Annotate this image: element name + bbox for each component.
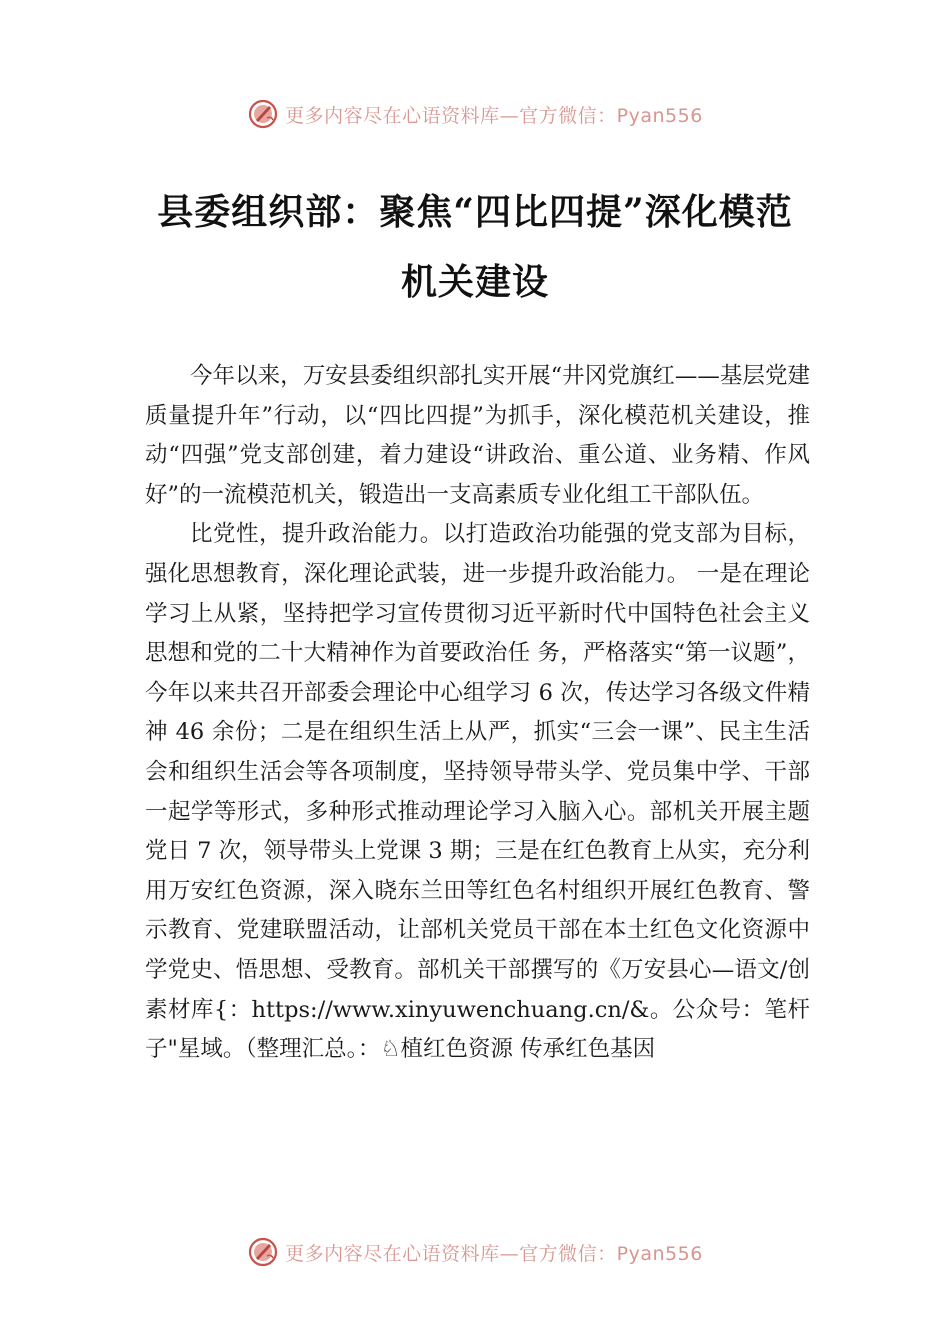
seal-icon: [247, 1236, 279, 1268]
watermark-banner-bottom: [0, 1232, 950, 1272]
seal-icon: [247, 98, 279, 130]
page-title-line-1: 县委组织部：聚焦“四比四提”深化模范: [157, 191, 793, 233]
article-body: [145, 357, 810, 1070]
page-title-line-2: 机关建设: [400, 261, 549, 303]
wechat-id: Pyan556: [616, 1242, 703, 1265]
paragraph: 比党性，提升政治能力。以打造政治功能强的党支部为目标，强化思想教育，深化理论武装，进一步提升政治能力。 一是在理论学习上从紧，坚持把学习宣传贯彻习近平新时代中国特色社会主义思想和党的二十大精神作为首要政治任 务，严格落实“第一议题”，今年以来共召开部委会理论中心组学习 6 次，传达学习各级文件精神 46 余份；二是在组织生活上从严，抓实“三会一课”、民主生活会和组织生活会等各项制度，坚持领导带头学、党员集中学、干部一起学等形式，多种形式推动理论学习入脑入心。部机关开展主题党日 7 次，领导带头上党课 3 期；三是在红色教育上从实，充分利用万安红色资源，深入晓东兰田等红色名村组织开展红色教育、警示教育、党建联盟活动，让部机关党员干部在本土红色文化资源中学党史、悟思想、受教育。部机关干部撰写的《万安县心—语文/创素材库{：https://www.xinyuwenchuang.cn/&。公众号：笔杆子"星域。（整理汇总。：♘植红色资源 传承红色基因: [145, 521, 810, 1063]
paragraph: 今年以来，万安县委组织部扎实开展“井冈党旗红——基层党建质量提升年”行动，以“四比四提”为抓手，深化模范机关建设，推动“四强”党支部创建，着力建设“讲政治、重公道、业务精、作风好”的一流模范机关，锻造出一支高素质专业化组工干部队伍。: [145, 363, 810, 508]
watermark-banner-top: [0, 94, 950, 134]
watermark-text: 更多内容尽在心语资料库—官方微信：Pyan556: [285, 1242, 703, 1265]
wechat-id: Pyan556: [616, 104, 703, 127]
watermark-text: 更多内容尽在心语资料库—官方微信：Pyan556: [285, 104, 703, 127]
